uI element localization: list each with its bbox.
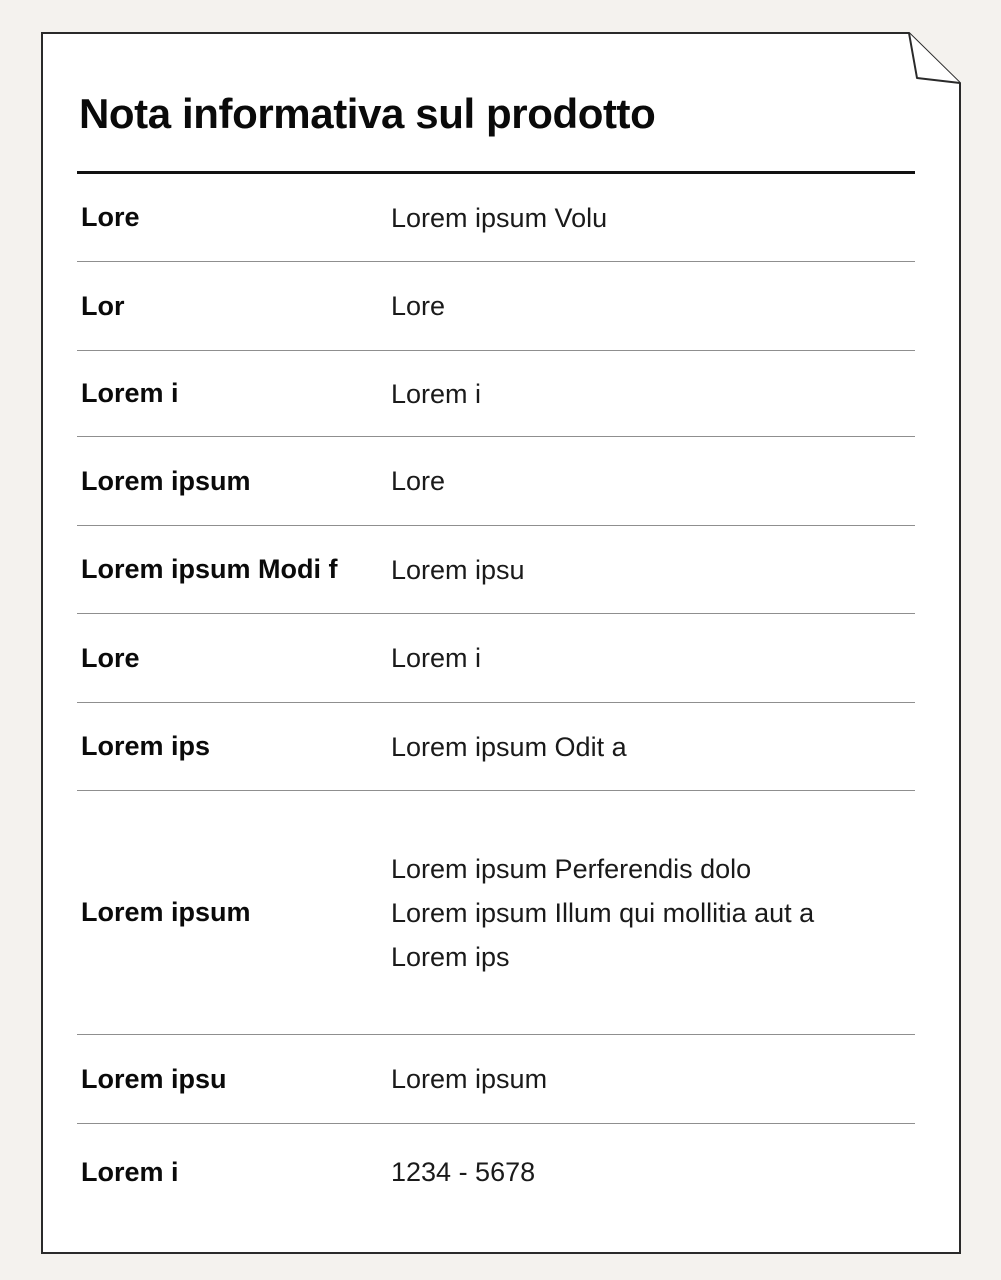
table-row [77, 703, 915, 791]
row-label: Lorem ipsum [81, 897, 251, 927]
table-row [77, 1124, 915, 1220]
row-label: Lorem ipsum Modi f [81, 554, 338, 584]
row-label: Lorem ipsu [81, 1063, 227, 1094]
row-label: Lorem ips [81, 731, 211, 761]
table-row [77, 791, 915, 1035]
row-label: Lore [81, 202, 140, 232]
row-value: Lorem ipsum Volu [391, 202, 608, 233]
row-value: Lorem i [391, 378, 482, 409]
row-label: Lore [81, 642, 140, 673]
table-row [77, 1035, 915, 1124]
table-row [77, 351, 915, 437]
document-sheet [41, 32, 961, 1254]
table-row [77, 437, 915, 526]
page-title: Nota informativa sul prodotto [79, 90, 656, 137]
table-row [77, 262, 915, 351]
row-value: Lore [391, 291, 446, 321]
row-label: Lorem i [81, 1156, 179, 1187]
info-table [77, 174, 915, 1220]
row-value: 1234 - 5678 [391, 1157, 536, 1187]
row-value: Lorem ipsum Odit a [391, 731, 627, 762]
row-value: Lorem ipsu [391, 554, 525, 585]
row-value: Lorem ipsum [391, 1064, 548, 1094]
row-label: Lorem ipsum [81, 465, 251, 496]
row-label: Lorem i [81, 378, 179, 408]
row-value: Lore [391, 466, 446, 496]
row-value: Lorem i [391, 643, 482, 673]
row-label: Lor [81, 290, 125, 321]
table-row [77, 174, 915, 262]
row-value: Lorem ipsum Perferendis dolo Lorem ipsum Illum qui mollitia aut a Lorem ips [391, 853, 815, 972]
table-row [77, 526, 915, 614]
table-row [77, 614, 915, 703]
